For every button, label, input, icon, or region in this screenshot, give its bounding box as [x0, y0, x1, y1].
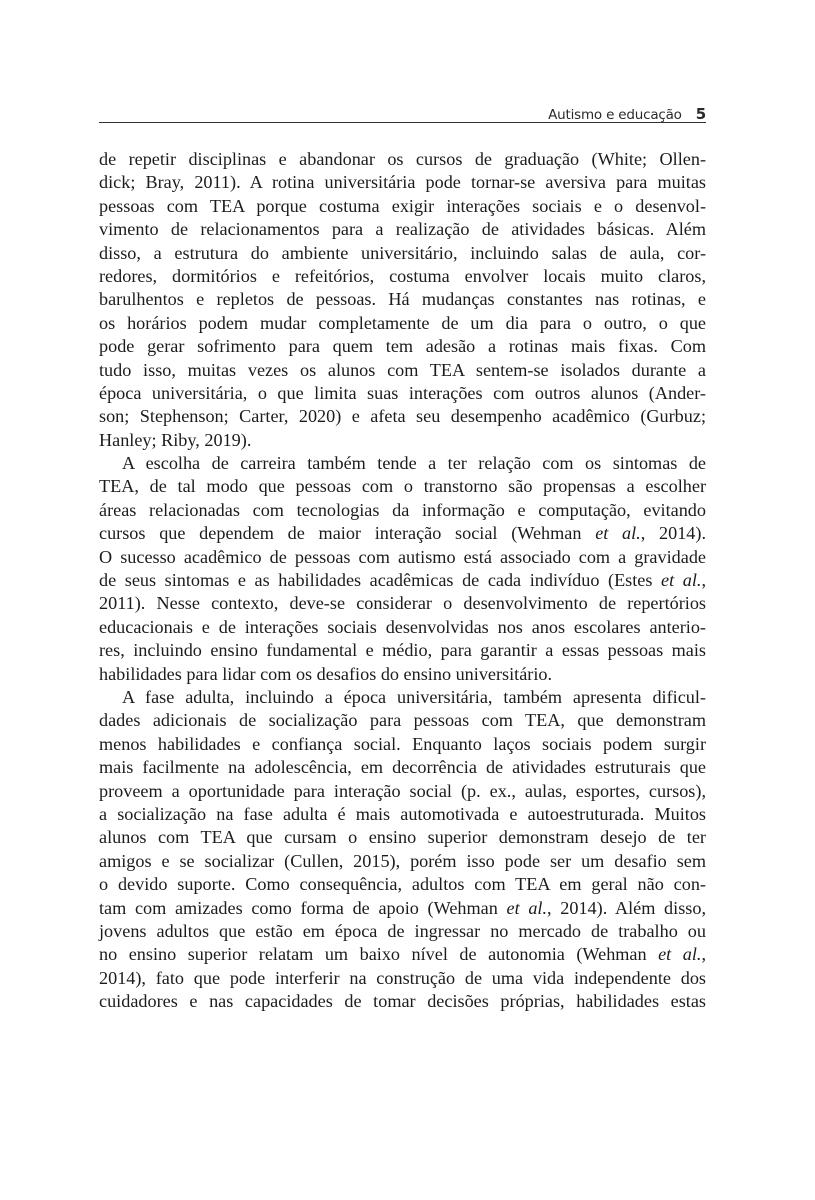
text-line: a socialização na fase adulta é mais automotivada e autoestruturada. Muitos — [99, 803, 706, 824]
text-line: tam com amizades como forma de apoio (Wehman et al., 2014). Além disso, — [99, 897, 706, 918]
text-line: 2011). Nesse contexto, deve-se considerar o desenvolvimento de repertórios — [99, 593, 706, 614]
text-line: O sucesso acadêmico de pessoas com autismo está associado com a gravidade — [99, 546, 706, 567]
text-line: barulhentos e repletos de pessoas. Há mudanças constantes nas rotinas, e — [99, 289, 706, 310]
text-line: amigos e se socializar (Cullen, 2015), porém isso pode ser um desafio sem — [99, 850, 706, 871]
text-line: A fase adulta, incluindo a época universitária, também apresenta dificul- — [122, 686, 706, 707]
text-line: cursos que dependem de maior interação social (Wehman et al., 2014). — [99, 523, 706, 544]
body-text — [99, 148, 706, 1013]
text-line: mais facilmente na adolescência, em decorrência de atividades estruturais que — [99, 757, 706, 778]
text-line: alunos com TEA que cursam o ensino superior demonstram desejo de ter — [99, 827, 706, 848]
italic-citation: et al. — [595, 523, 641, 544]
italic-citation: et al. — [658, 944, 702, 965]
running-header — [99, 101, 706, 123]
text-line: tudo isso, muitas vezes os alunos com TEA sentem-se isolados durante a — [99, 359, 706, 380]
text-line: de repetir disciplinas e abandonar os cursos de graduação (White; Ollen- — [99, 149, 706, 169]
italic-citation: et al. — [661, 570, 702, 591]
text-line: TEA, de tal modo que pessoas com o transtorno são propensas a escolher — [99, 476, 706, 497]
text-line: Hanley; Riby, 2019). — [99, 429, 252, 450]
text-line: redores, dormitórios e refeitórios, costuma envolver locais muito claros, — [99, 265, 706, 286]
text-line: jovens adultos que estão em época de ingressar no mercado de trabalho ou — [99, 920, 706, 941]
text-line: habilidades para lidar com os desafios do ensino universitário. — [99, 663, 553, 684]
page-number: 5 — [695, 105, 706, 123]
text-line: os horários podem mudar completamente de um dia para o outro, o que — [99, 312, 706, 333]
text-line: disso, a estrutura do ambiente universitário, incluindo salas de aula, cor- — [99, 242, 706, 263]
text-line: pessoas com TEA porque costuma exigir interações sociais e o desenvol- — [99, 195, 706, 216]
paragraph — [99, 148, 706, 452]
text-line: época universitária, o que limita suas interações com outros alunos (Ander- — [99, 382, 706, 403]
text-line: dades adicionais de socialização para pessoas com TEA, que demonstram — [99, 710, 706, 731]
text-line: 2014), fato que pode interferir na construção de uma vida independente dos — [99, 967, 706, 988]
text-line: menos habilidades e confiança social. Enquanto laços sociais podem surgir — [99, 733, 706, 754]
text-line: res, incluindo ensino fundamental e médio, para garantir a essas pessoas mais — [99, 640, 706, 661]
text-line: A escolha de carreira também tende a ter relação com os sintomas de — [122, 453, 706, 474]
text-line: son; Stephenson; Carter, 2020) e afeta seu desempenho acadêmico (Gurbuz; — [99, 406, 706, 427]
text-line: cuidadores e nas capacidades de tomar decisões próprias, habilidades estas — [99, 991, 706, 1012]
running-title: Autismo e educação — [548, 107, 682, 123]
text-line: o devido suporte. Como consequência, adultos com TEA em geral não con- — [99, 874, 706, 895]
text-line: dick; Bray, 2011). A rotina universitária pode tornar-se aversiva para muitas — [99, 172, 706, 193]
text-line: no ensino superior relatam um baixo nível de autonomia (Wehman et al., — [99, 944, 706, 965]
text-line: educacionais e de interações sociais desenvolvidas nos anos escolares anterio- — [99, 616, 706, 637]
text-line: proveem a oportunidade para interação social (p. ex., aulas, esportes, cursos), — [99, 780, 706, 801]
text-line: vimento de relacionamentos para a realização de atividades básicas. Além — [99, 219, 706, 240]
text-line: áreas relacionadas com tecnologias da informação e computação, evitando — [99, 499, 706, 520]
text-line: pode gerar sofrimento para quem tem adesão a rotinas mais fixas. Com — [99, 336, 706, 357]
paragraph — [99, 452, 706, 686]
text-line: de seus sintomas e as habilidades acadêmicas de cada indivíduo (Estes et al., — [99, 570, 706, 591]
italic-citation: et al. — [506, 897, 548, 918]
paragraph — [99, 686, 706, 1013]
header-rule — [99, 122, 706, 123]
